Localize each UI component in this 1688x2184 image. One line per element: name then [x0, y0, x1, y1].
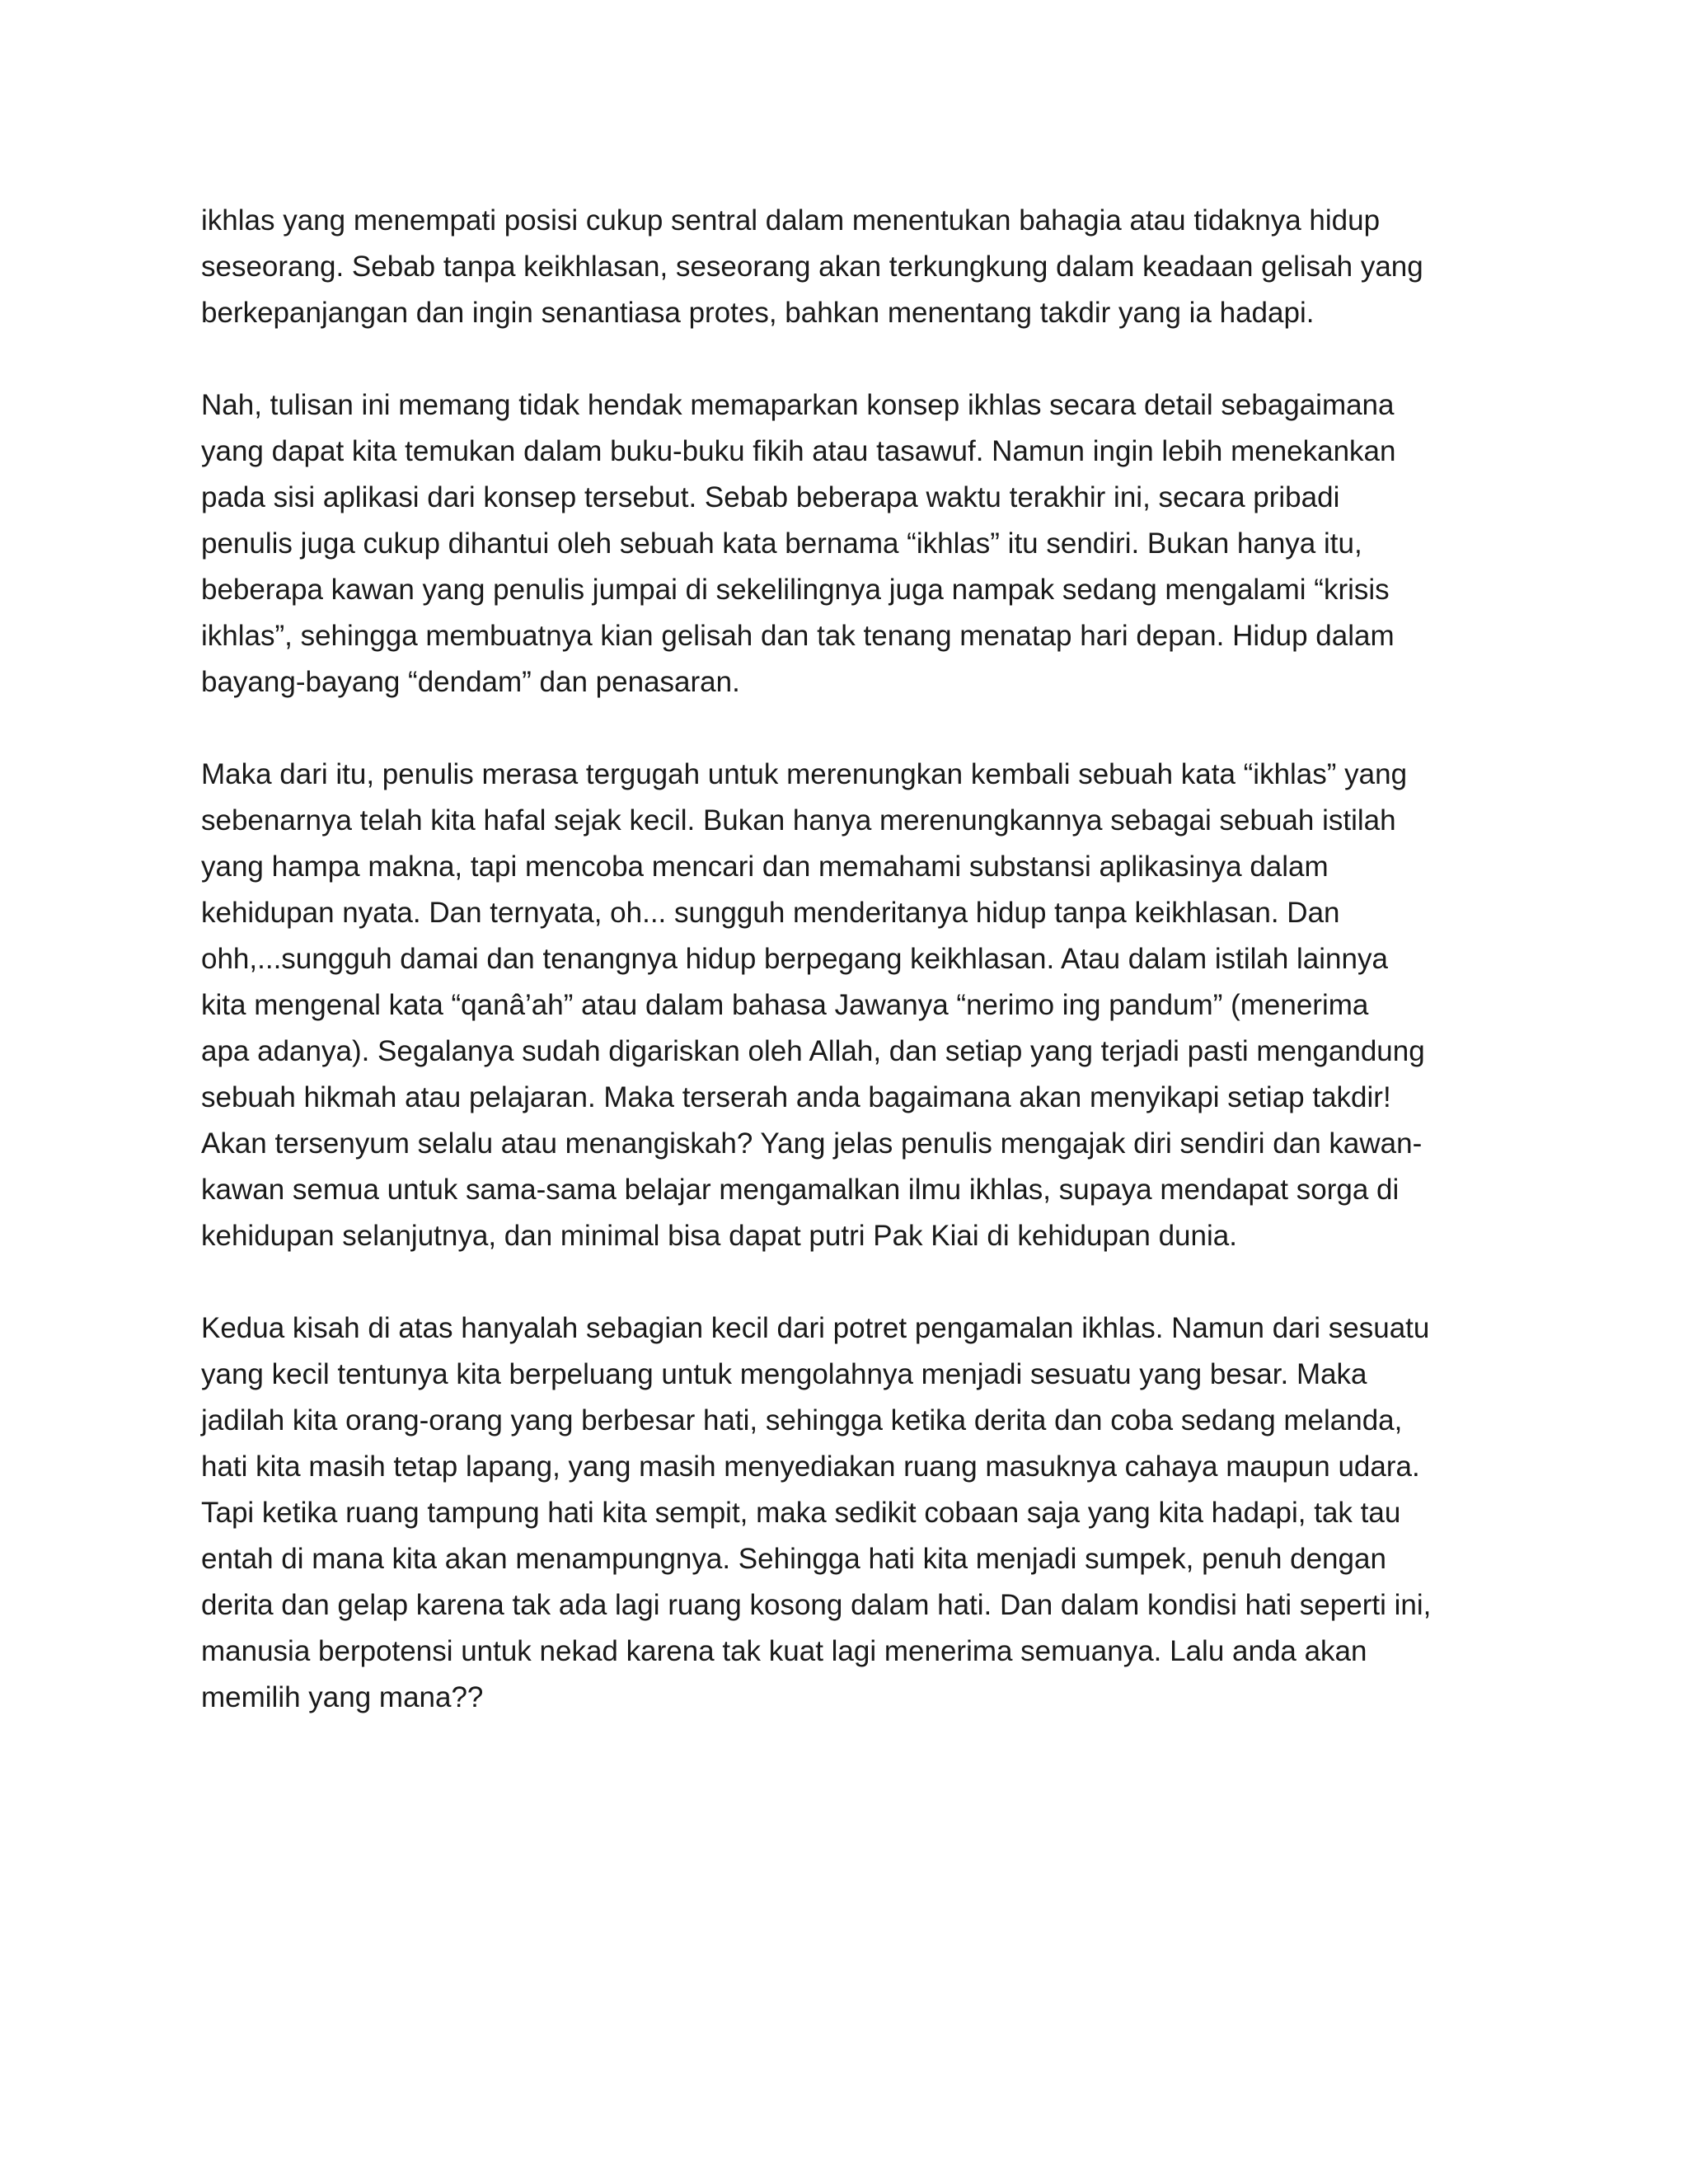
text-line: entah di mana kita akan menampungnya. Sehingga hati kita menjadi sumpek, penuh dengan	[201, 1543, 1386, 1575]
text-line: kita mengenal kata “qanâ’ah” atau dalam bahasa Jawanya “nerimo ing pandum” (menerima	[201, 989, 1369, 1021]
text-line: apa adanya). Segalanya sudah digariskan oleh Allah, dan setiap yang terjadi pasti mengandung	[201, 1035, 1425, 1067]
text-line: bayang-bayang “dendam” dan penasaran.	[201, 666, 740, 698]
text-line: kehidupan selanjutnya, dan minimal bisa dapat putri Pak Kiai di kehidupan dunia.	[201, 1220, 1237, 1252]
text-line: hati kita masih tetap lapang, yang masih menyediakan ruang masuknya cahaya maupun udara.	[201, 1451, 1420, 1483]
text-line: manusia berpotensi untuk nekad karena tak kuat lagi menerima semuanya. Lalu anda akan	[201, 1635, 1367, 1667]
text-line: ohh,...sungguh damai dan tenangnya hidup berpegang keikhlasan. Atau dalam istilah lainnya	[201, 943, 1388, 975]
paragraph-4	[201, 1305, 1503, 1721]
text-line: sebuah hikmah atau pelajaran. Maka terserah anda bagaimana akan menyikapi setiap takdir!	[201, 1081, 1391, 1113]
paragraph-3	[201, 752, 1503, 1259]
text-line: kawan semua untuk sama-sama belajar mengamalkan ilmu ikhlas, supaya mendapat sorga di	[201, 1174, 1400, 1206]
text-line: yang hampa makna, tapi mencoba mencari dan memahami substansi aplikasinya dalam	[201, 851, 1329, 883]
text-line: seseorang. Sebab tanpa keikhlasan, seseorang akan terkungkung dalam keadaan gelisah yang	[201, 251, 1423, 283]
text-line: penulis juga cukup dihantui oleh sebuah kata bernama “ikhlas” itu sendiri. Bukan hanya itu,	[201, 527, 1362, 560]
document-body	[201, 198, 1503, 1767]
text-line: memilih yang mana??	[201, 1681, 484, 1713]
text-line: Kedua kisah di atas hanyalah sebagian kecil dari potret pengamalan ikhlas. Namun dari sesuatu	[201, 1312, 1430, 1344]
text-line: yang kecil tentunya kita berpeluang untuk mengolahnya menjadi sesuatu yang besar. Maka	[201, 1358, 1367, 1390]
text-line: berkepanjangan dan ingin senantiasa protes, bahkan menentang takdir yang ia hadapi.	[201, 297, 1315, 329]
text-line: ikhlas”, sehingga membuatnya kian gelisah dan tak tenang menatap hari depan. Hidup dalam	[201, 620, 1395, 652]
text-line: sebenarnya telah kita hafal sejak kecil. Bukan hanya merenungkannya sebagai sebuah istilah	[201, 804, 1396, 837]
paragraph-1	[201, 198, 1503, 336]
text-line: yang dapat kita temukan dalam buku-buku fikih atau tasawuf. Namun ingin lebih menekankan	[201, 435, 1396, 467]
text-line: kehidupan nyata. Dan ternyata, oh... sungguh menderitanya hidup tanpa keikhlasan. Dan	[201, 897, 1340, 929]
text-line: ikhlas yang menempati posisi cukup sentral dalam menentukan bahagia atau tidaknya hidup	[201, 204, 1381, 237]
text-line: Akan tersenyum selalu atau menangiskah? Yang jelas penulis mengajak diri sendiri dan kawan-	[201, 1127, 1423, 1160]
text-line: beberapa kawan yang penulis jumpai di sekelilingnya juga nampak sedang mengalami “krisis	[201, 574, 1390, 606]
text-line: Tapi ketika ruang tampung hati kita sempit, maka sedikit cobaan saja yang kita hadapi, tak tau	[201, 1497, 1401, 1529]
paragraph-2	[201, 382, 1503, 705]
text-line: Nah, tulisan ini memang tidak hendak memaparkan konsep ikhlas secara detail sebagaimana	[201, 389, 1395, 421]
text-line: derita dan gelap karena tak ada lagi ruang kosong dalam hati. Dan dalam kondisi hati seperti ini,	[201, 1589, 1432, 1621]
text-line: Maka dari itu, penulis merasa tergugah untuk merenungkan kembali sebuah kata “ikhlas” yang	[201, 758, 1408, 790]
text-line: jadilah kita orang-orang yang berbesar hati, sehingga ketika derita dan coba sedang melanda,	[201, 1404, 1403, 1436]
text-line: pada sisi aplikasi dari konsep tersebut. Sebab beberapa waktu terakhir ini, secara pribadi	[201, 481, 1340, 513]
